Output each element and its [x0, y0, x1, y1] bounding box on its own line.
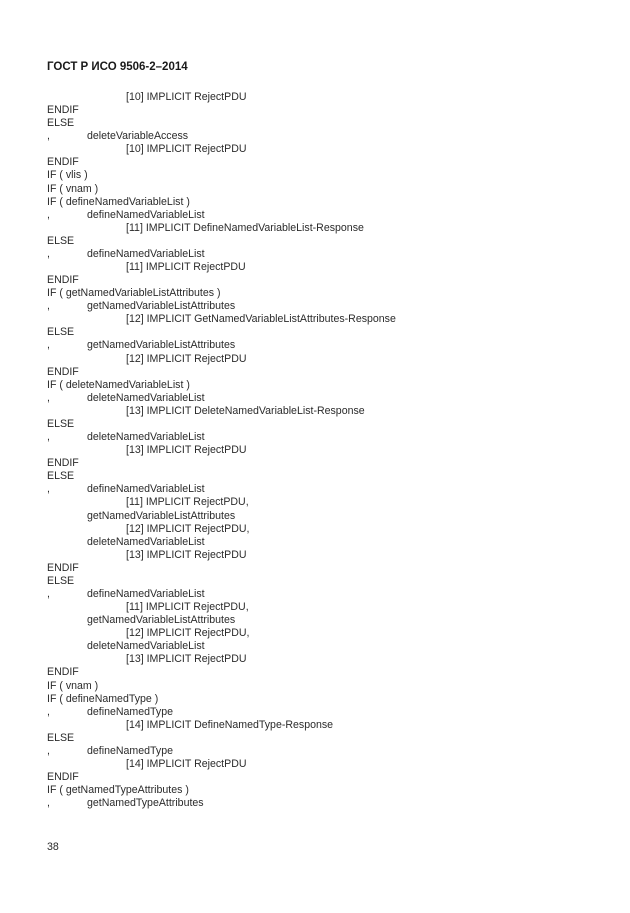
- line-separator: ,: [47, 797, 50, 810]
- line-separator: ,: [47, 339, 50, 352]
- line-text: defineNamedType: [87, 705, 173, 718]
- line-text: ENDIF: [47, 274, 79, 287]
- line-text: ELSE: [47, 574, 75, 587]
- line-separator: ,: [47, 391, 50, 404]
- line-separator: ,: [47, 130, 50, 143]
- line-text: IF ( vnam ): [47, 182, 99, 195]
- line-separator: ,: [47, 208, 50, 221]
- line-text: ELSE: [47, 326, 75, 339]
- line-text: [14] IMPLICIT DefineNamedType-Response: [126, 718, 334, 731]
- line-text: defineNamedVariableList: [87, 208, 205, 221]
- line-text: deleteVariableAccess: [87, 130, 189, 143]
- line-text: ENDIF: [47, 561, 79, 574]
- line-text: ENDIF: [47, 771, 79, 784]
- line-text: [13] IMPLICIT RejectPDU: [126, 444, 247, 457]
- line-separator: ,: [47, 483, 50, 496]
- line-separator: ,: [47, 744, 50, 757]
- line-text: [10] IMPLICIT RejectPDU: [126, 143, 247, 156]
- line-text: defineNamedType: [87, 744, 173, 757]
- line-text: IF ( getNamedVariableListAttributes ): [47, 287, 221, 300]
- line-text: defineNamedVariableList: [87, 247, 205, 260]
- line-text: ELSE: [47, 234, 75, 247]
- line-text: getNamedVariableListAttributes: [87, 300, 236, 313]
- line-text: getNamedVariableListAttributes: [87, 339, 236, 352]
- line-text: ELSE: [47, 117, 75, 130]
- line-text: getNamedVariableListAttributes: [87, 509, 236, 522]
- line-text: IF ( getNamedTypeAttributes ): [47, 784, 189, 797]
- line-separator: ,: [47, 705, 50, 718]
- line-text: deleteNamedVariableList: [87, 535, 205, 548]
- line-text: ENDIF: [47, 156, 79, 169]
- line-text: deleteNamedVariableList: [87, 391, 205, 404]
- page-number: 38: [47, 841, 59, 853]
- line-text: getNamedTypeAttributes: [87, 797, 204, 810]
- line-text: [12] IMPLICIT RejectPDU,: [126, 522, 250, 535]
- line-separator: ,: [47, 431, 50, 444]
- document-header: ГОСТ Р ИСО 9506-2–2014: [47, 61, 188, 73]
- line-text: [12] IMPLICIT RejectPDU: [126, 352, 247, 365]
- line-text: IF ( deleteNamedVariableList ): [47, 378, 190, 391]
- line-text: deleteNamedVariableList: [87, 640, 205, 653]
- line-separator: ,: [47, 247, 50, 260]
- line-text: [13] IMPLICIT RejectPDU: [126, 653, 247, 666]
- line-text: [12] IMPLICIT GetNamedVariableListAttributes-Response: [126, 313, 396, 326]
- line-text: ENDIF: [47, 457, 79, 470]
- line-text: IF ( defineNamedVariableList ): [47, 195, 190, 208]
- line-text: ELSE: [47, 731, 75, 744]
- line-text: defineNamedVariableList: [87, 483, 205, 496]
- line-text: [11] IMPLICIT DefineNamedVariableList-Response: [126, 221, 364, 234]
- line-text: [11] IMPLICIT RejectPDU: [126, 261, 246, 274]
- line-separator: ,: [47, 587, 50, 600]
- line-text: IF ( defineNamedType ): [47, 692, 159, 705]
- line-text: IF ( vlis ): [47, 169, 88, 182]
- line-text: [12] IMPLICIT RejectPDU,: [126, 627, 250, 640]
- line-separator: ,: [47, 300, 50, 313]
- line-text: [14] IMPLICIT RejectPDU: [126, 757, 247, 770]
- line-text: [13] IMPLICIT DeleteNamedVariableList-Response: [126, 404, 365, 417]
- line-text: IF ( vnam ): [47, 679, 99, 692]
- line-text: [11] IMPLICIT RejectPDU,: [126, 601, 249, 614]
- line-text: deleteNamedVariableList: [87, 431, 205, 444]
- line-text: [10] IMPLICIT RejectPDU: [126, 91, 247, 103]
- line-text: [11] IMPLICIT RejectPDU,: [126, 496, 249, 509]
- line-text: ELSE: [47, 470, 75, 483]
- line-text: ENDIF: [47, 666, 79, 679]
- line-text: ELSE: [47, 417, 75, 430]
- line-text: ENDIF: [47, 104, 79, 117]
- line-text: getNamedVariableListAttributes: [87, 614, 236, 627]
- line-text: ENDIF: [47, 365, 79, 378]
- line-text: defineNamedVariableList: [87, 587, 205, 600]
- line-text: [13] IMPLICIT RejectPDU: [126, 548, 247, 561]
